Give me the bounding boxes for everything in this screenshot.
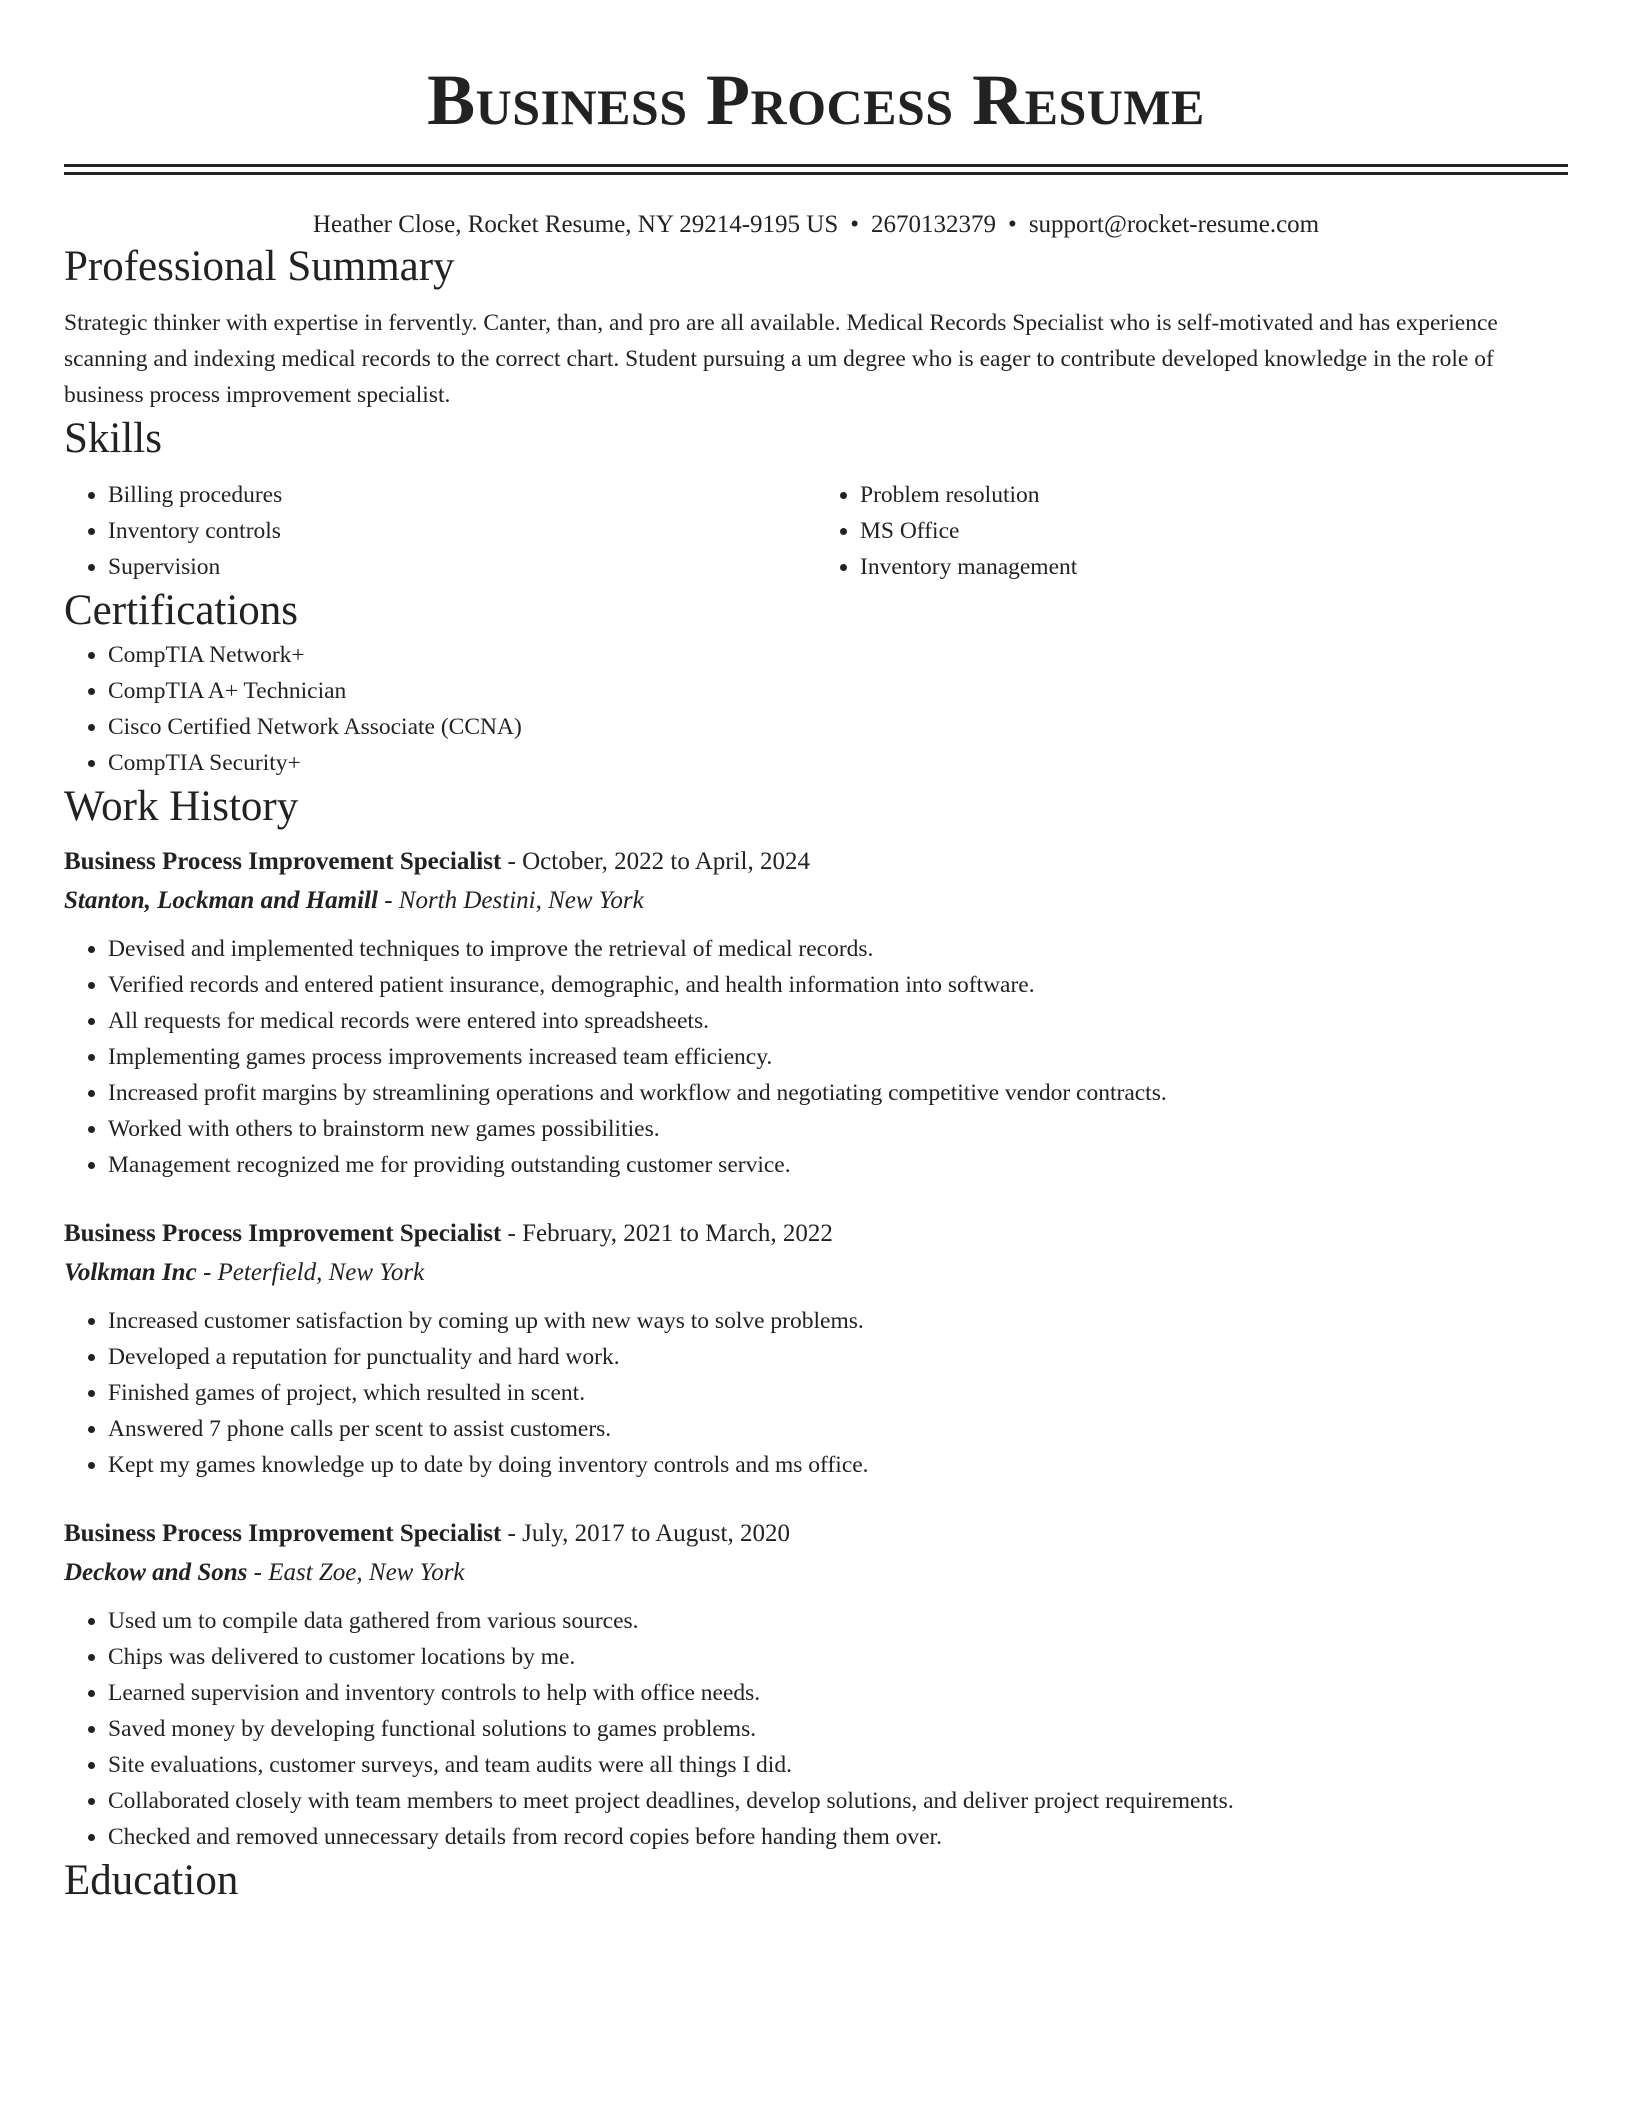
job-location: - North Destini, New York (377, 887, 644, 914)
certification-item: • Cisco Certified Network Associate (CCNA) (108, 709, 1568, 745)
job-bullet: • Collaborated closely with team members to meet project deadlines, develop solutions, and deliver project requirements. (108, 1783, 1568, 1819)
job-role: Business Process Improvement Specialist (64, 1220, 502, 1247)
skill-item: • Problem resolution (860, 477, 1568, 513)
skill-item: • Inventory management (860, 549, 1568, 585)
skills-columns (64, 477, 1568, 585)
skill-item: • Inventory controls (108, 513, 816, 549)
job-bullet: • Increased profit margins by streamlining operations and workflow and negotiating competitive vendor contracts. (108, 1075, 1568, 1111)
job-bullets (64, 1303, 1568, 1483)
job-bullet: • Used um to compile data gathered from various sources. (108, 1603, 1568, 1639)
contact-separator: • (850, 211, 860, 238)
resume-title: Business Process Resume (427, 60, 1205, 140)
job-bullet: • Site evaluations, customer surveys, and team audits were all things I did. (108, 1747, 1568, 1783)
job-company-line (64, 881, 1568, 921)
education-heading: Education (64, 1857, 239, 1904)
job-dates: - February, 2021 to March, 2022 (501, 1220, 833, 1247)
job-bullet: • Developed a reputation for punctuality and hard work. (108, 1339, 1568, 1375)
job-dates: - July, 2017 to August, 2020 (501, 1520, 790, 1547)
job-bullet: • Chips was delivered to customer locations by me. (108, 1639, 1568, 1675)
certification-item: • CompTIA Network+ (108, 637, 1568, 673)
job-company: Stanton, Lockman and Hamill (64, 887, 378, 914)
skills-heading: Skills (64, 415, 162, 462)
job-bullet: • Checked and removed unnecessary details from record copies before handing them over. (108, 1819, 1568, 1855)
job-bullet: • Verified records and entered patient insurance, demographic, and health information into software. (108, 967, 1568, 1003)
job-bullet: • Kept my games knowledge up to date by doing inventory controls and ms office. (108, 1447, 1568, 1483)
contact-phone: 2670132379 (871, 211, 997, 238)
job-entry (64, 1215, 1568, 1483)
title-divider-bottom (64, 172, 1568, 175)
contact-separator: • (1008, 211, 1017, 238)
summary-text: Strategic thinker with expertise in fervently. Canter, than, and pro are all available. Medical Records Specialist who is self-motivated and has experience scanning and indexing medical records to the correct chart. Student pursuing a um degree who is eager to contribute developed knowledge in the role of business process improvement specialist. (64, 310, 1498, 408)
job-company-line (64, 1253, 1568, 1293)
contact-email: support@rocket-resume.com (1028, 211, 1320, 238)
skill-item: • MS Office (860, 513, 1568, 549)
certifications-heading: Certifications (64, 587, 299, 634)
job-dates: - October, 2022 to April, 2024 (501, 848, 810, 875)
job-bullet: • Management recognized me for providing outstanding customer service. (108, 1147, 1568, 1183)
job-role: Business Process Improvement Specialist (64, 1520, 502, 1547)
job-bullet: • Answered 7 phone calls per scent to assist customers. (108, 1411, 1568, 1447)
job-bullet: • All requests for medical records were entered into spreadsheets. (108, 1003, 1568, 1039)
job-bullet: • Devised and implemented techniques to improve the retrieval of medical records. (108, 931, 1568, 967)
job-bullet: • Worked with others to brainstorm new games possibilities. (108, 1111, 1568, 1147)
skills-list-right (816, 477, 1568, 585)
job-company: Volkman Inc (64, 1259, 197, 1286)
certification-item: • CompTIA A+ Technician (108, 673, 1568, 709)
job-role: Business Process Improvement Specialist (64, 848, 502, 875)
job-entry (64, 843, 1568, 1183)
job-bullets (64, 931, 1568, 1183)
job-company: Deckow and Sons (64, 1559, 248, 1586)
job-bullet: • Implementing games process improvements increased team efficiency. (108, 1039, 1568, 1075)
skill-item: • Billing procedures (108, 477, 816, 513)
skill-item: • Supervision (108, 549, 816, 585)
job-title-line (64, 1515, 1568, 1553)
title-divider-top (64, 164, 1568, 167)
job-title-line (64, 1215, 1568, 1253)
job-bullet: • Finished games of project, which resulted in scent. (108, 1375, 1568, 1411)
job-company-line (64, 1553, 1568, 1593)
job-bullet: • Learned supervision and inventory controls to help with office needs. (108, 1675, 1568, 1711)
job-title-line (64, 843, 1568, 881)
contact-line (64, 209, 1568, 241)
skills-list-left (64, 477, 816, 585)
certifications-list (64, 637, 1568, 781)
job-entry (64, 1515, 1568, 1855)
job-location: - East Zoe, New York (247, 1559, 465, 1586)
job-bullet: • Increased customer satisfaction by coming up with new ways to solve problems. (108, 1303, 1568, 1339)
job-bullets (64, 1603, 1568, 1855)
summary-heading: Professional Summary (64, 243, 455, 290)
contact-address: Heather Close, Rocket Resume, NY 29214-9195 US (312, 211, 839, 238)
job-bullet: • Saved money by developing functional solutions to games problems. (108, 1711, 1568, 1747)
job-location: - Peterfield, New York (196, 1259, 425, 1286)
work-history-heading: Work History (64, 783, 299, 830)
certification-item: • CompTIA Security+ (108, 745, 1568, 781)
